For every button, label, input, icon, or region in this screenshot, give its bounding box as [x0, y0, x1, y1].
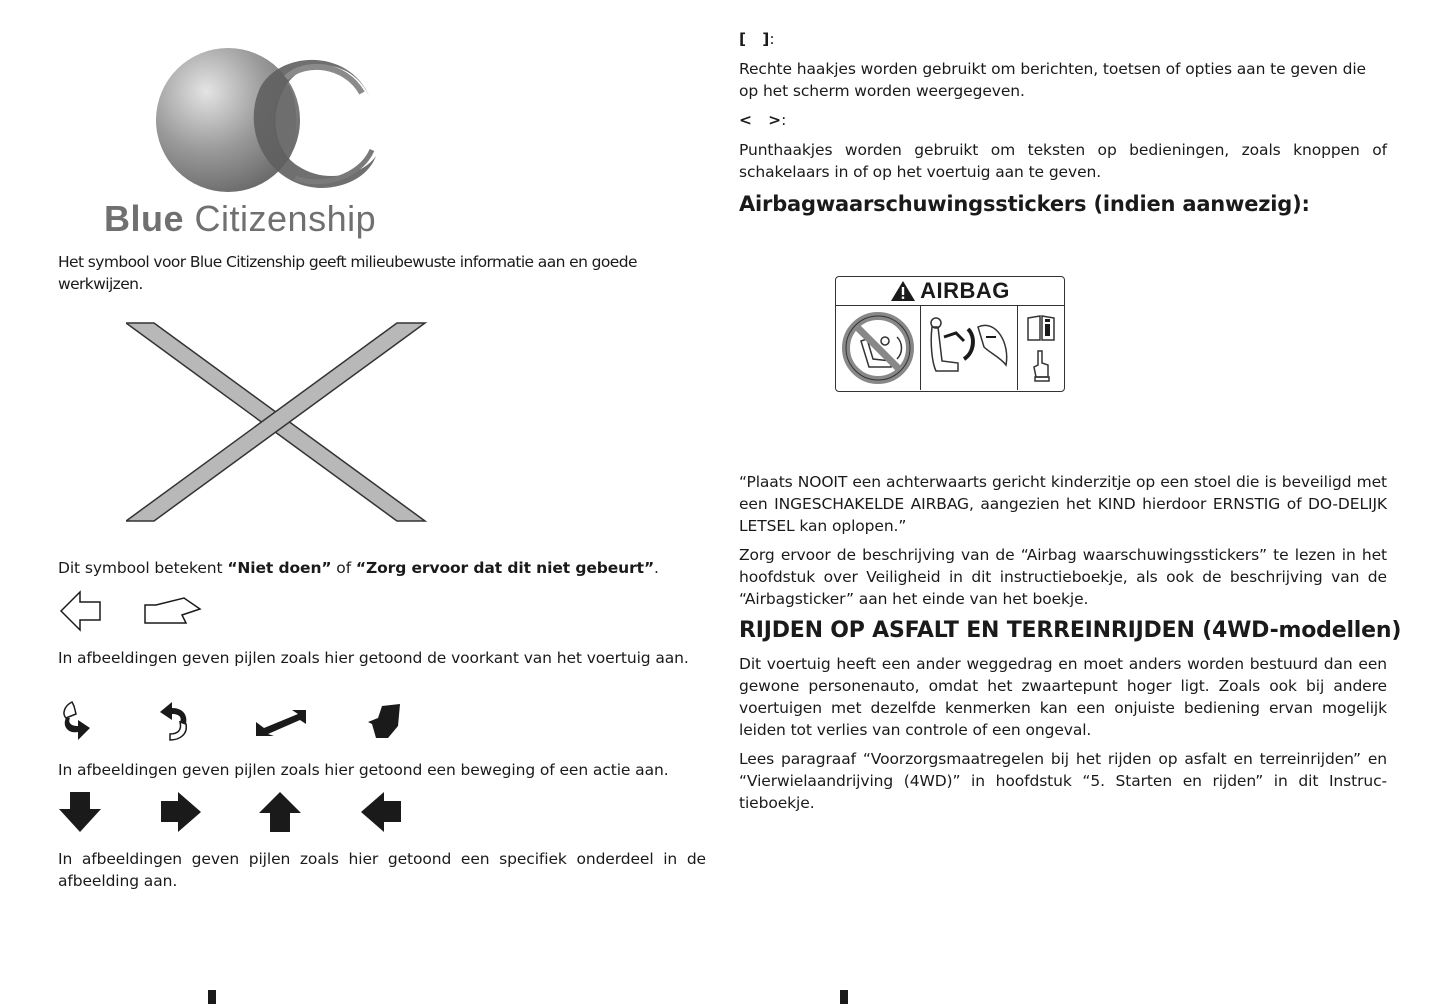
- angle-brackets-description: Punthaakjes worden gebruikt om teksten op bedieningen, zoals knoppen of schakelaars in of op het voertuig aan te geven.: [739, 141, 1387, 181]
- left-arrow-icon: [360, 791, 402, 833]
- rotate-arrow-icon: [60, 700, 92, 742]
- offroad-heading: RIJDEN OP ASFALT EN TERREINRIJDEN (4WD-modellen): [739, 618, 1402, 643]
- airbag-stickers-heading: Airbagwaarschuwingsstickers (indien aanwezig):: [739, 192, 1310, 216]
- outline-left-arrow-icon: [60, 590, 102, 632]
- offroad-description: Dit voertuig heeft een ander weggedrag en moet anders worden bestuurd dan een gewone personenauto, omdat het zwaartepunt hoger ligt. Zoals ook bij andere voertuigen met dezelfde kenmerken kan een onjuiste bediening ervan mogelijk leiden tot verlies van controle of een ongeval.: [739, 655, 1387, 739]
- blue-citizenship-emblem-icon: [100, 38, 440, 203]
- warning-triangle-icon: [890, 280, 916, 302]
- bent-down-arrow-icon: [368, 702, 402, 740]
- offroad-reference: Lees paragraaf “Voorzorgsmaatregelen bij het rijden op asfalt en terreinrijden” en “Vierwielaandrijving (4WD)” in hoofdstuk “5. Starten en rijden” in dit Instruc-tieboekje.: [739, 750, 1387, 812]
- page-tab-marker: [208, 990, 216, 1004]
- airbag-sticker-title: AIRBAG: [920, 278, 1010, 303]
- pointing-hand-icon: [1030, 349, 1052, 383]
- no-child-seat-icon: [841, 311, 915, 385]
- airbag-warning-quote: “Plaats NOOIT een achterwaarts gericht kinderzitje op een stoel die is beveiligd met een INGESCHAKELDE AIRBAG, aangezien het KIND hierdoor ERNSTIG of DO-DELIJK LETSEL kan oplopen.”: [739, 473, 1387, 535]
- down-arrow-icon: [58, 791, 102, 833]
- right-arrow-icon: [160, 791, 202, 833]
- rotate-back-arrow-icon: [158, 700, 190, 742]
- manual-info-icon: [1026, 314, 1056, 342]
- outline-angled-arrow-icon: [144, 597, 202, 625]
- double-diagonal-arrow-icon: [256, 708, 308, 738]
- front-arrows-description: In afbeeldingen geven pijlen zoals hier getoond de voorkant van het voertuig aan.: [58, 649, 689, 667]
- motion-arrows-description: In afbeeldingen geven pijlen zoals hier getoond een beweging of een actie aan.: [58, 761, 669, 779]
- square-brackets-marker: [ ]:: [739, 30, 775, 48]
- airbag-deploy-icon: [926, 313, 1012, 383]
- airbag-read-instruction: Zorg ervoor de beschrijving van de “Airbag waarschuwingsstickers” te lezen in het hoofdstuk over Veiligheid in dit instructieboekje, als ook de beschrijving van de “Airbagsticker” aan het einde van het boekje.: [739, 546, 1387, 608]
- angle-brackets-marker: < >:: [739, 111, 787, 129]
- square-brackets-description: Rechte haakjes worden gebruikt om berichten, toetsen of opties aan te geven die op het scherm worden weergegeven.: [739, 60, 1366, 100]
- airbag-warning-sticker: [835, 276, 1065, 392]
- prohibition-description: Dit symbool betekent “Niet doen” of “Zorg ervoor dat dit niet gebeurt”.: [58, 559, 659, 577]
- up-arrow-icon: [258, 791, 302, 833]
- x-prohibition-icon: [126, 320, 428, 525]
- part-arrows-description: In afbeeldingen geven pijlen zoals hier getoond een specifiek onderdeel in de afbeelding aan.: [58, 850, 706, 890]
- blue-citizenship-description: Het symbool voor Blue Citizenship geeft milieubewuste informatie aan en goede werkwijzen.: [58, 253, 637, 293]
- blue-citizenship-wordmark: Blue Citizenship: [104, 198, 377, 239]
- page-tab-marker: [840, 990, 848, 1004]
